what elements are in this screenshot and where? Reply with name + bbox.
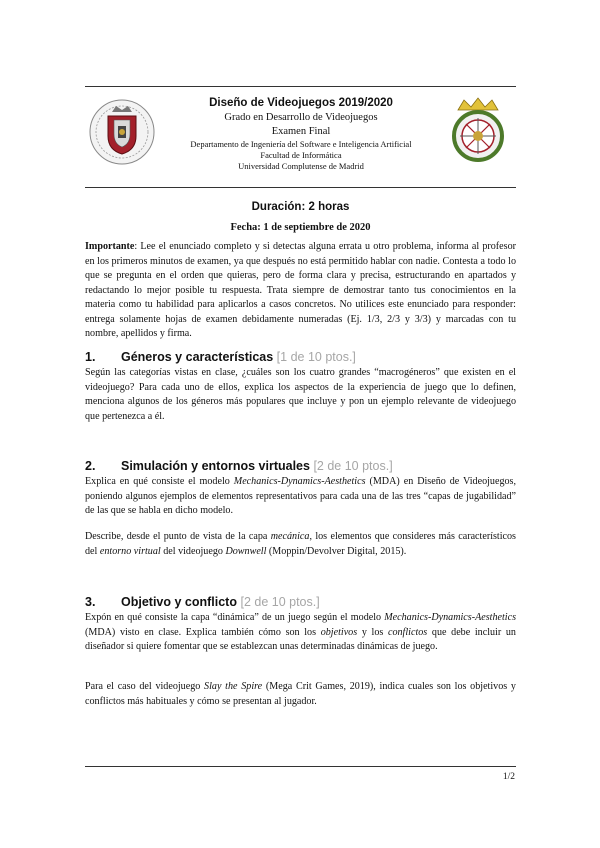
faculty-name: Facultad de Informática — [260, 150, 342, 160]
section-1-points: [1 de 10 ptos.] — [276, 350, 356, 364]
section-2-points: [2 de 10 ptos.] — [313, 459, 393, 473]
section-3-p2-emphasis: Slay the Spire — [204, 681, 263, 692]
section-1-paragraph: Según las categorías vistas en clase, ¿cuáles son los cuatro grandes “macrogéneros” que existen en el videojuego? Para cada uno de ellos, explica los aspectos de la experiencia de juego que lo definen, menciona algunos de los géneros más populares que incluye y pon un ejemplo relevante de videojuego que pertenezca a él. — [85, 367, 516, 422]
section-2-p1-emphasis: Mechanics-Dynamics-Aesthetics — [233, 476, 366, 487]
section-3-p2-text-end: (Mega Crit Games, 2019), indica cuales son los objetivos y conflictos más habituales y cómo se presentan al jugador. — [85, 681, 516, 707]
exam-type: Examen Final — [271, 126, 331, 137]
instructions-paragraph — [85, 240, 516, 342]
department-name: Departamento de Ingeniería del Software e Inteligencia Artificial — [190, 139, 412, 149]
section-2-p2-text-2: , los elementos que consideres más característicos del — [85, 531, 516, 557]
section-2-title: Simulación y entornos virtuales — [121, 459, 310, 473]
section-3-p1-text-3: y los — [357, 626, 388, 638]
section-3-p1-text-end: que debe incluir un diseñador si quiere fomentar que se establezcan unas determinadas dinámicas de juego. — [85, 626, 516, 652]
section-2-p2-text-end: (Moppin/Devolver Digital, 2015). — [266, 545, 407, 557]
exam-header — [160, 96, 442, 172]
section-2-number: 2. — [85, 459, 96, 473]
section-2-p2-text-3: del videojuego — [160, 545, 226, 557]
exam-duration: Duración: 2 horas — [251, 201, 350, 213]
section-2-p2-text: Describe, desde el punto de vista de la capa — [85, 531, 271, 542]
section-3-points: [2 de 10 ptos.] — [240, 595, 320, 609]
section-2-paragraph-2 — [85, 530, 516, 559]
section-3-p1-emphasis-1: Mechanics-Dynamics-Aesthetics — [384, 612, 516, 623]
instructions-text: : Lee el enunciado completo y si detectas alguna errata u otro problema, informa al profesor en los primeros minutos de examen, ya que después no está permitido hablar con nadie. Contesta a todo lo que se pregunta en el orden que quieras, pero de forma clara y precisa, estructurando en apartados y redactando lo mejor posible tu respuesta. Trata siempre de demostrar tanto tus conocimientos en la materia como tu habilidad para aplicarlos a casos concretos. No utilices este enunciado para responder: entrega solamente hojas de examen debidamente numeradas (Ej. 1/3, 2/3 y 3/3) y marcadas con tu nombre, apellidos y firma. — [85, 241, 516, 339]
header-rule — [85, 187, 516, 188]
faculty-emblem-logo — [444, 96, 512, 164]
section-3-p1-emphasis-3: conflictos — [387, 626, 428, 638]
section-2-p2-emphasis-2: entorno virtual — [99, 545, 161, 557]
exam-date: Fecha: 1 de septiembre de 2020 — [230, 222, 371, 233]
section-1-heading — [85, 350, 356, 364]
section-3-p2-text: Para el caso del videojuego — [85, 681, 205, 692]
section-3-number: 3. — [85, 595, 96, 609]
section-2-paragraph-1 — [85, 475, 516, 519]
section-3-paragraph-2 — [85, 680, 516, 709]
page-number: 1/2 — [502, 772, 515, 782]
university-name: Universidad Complutense de Madrid — [238, 161, 364, 171]
section-3-p1-text: Expón en qué consiste la capa “dinámica” de un juego según el modelo — [85, 612, 385, 623]
section-3-p1-text-2: (MDA) visto en clase. Explica también cómo son los — [85, 626, 321, 638]
section-1-title: Géneros y características — [121, 350, 274, 364]
instructions-label: Importante — [85, 241, 135, 252]
university-crest-logo — [88, 96, 156, 168]
course-title: Diseño de Videojuegos 2019/2020 — [209, 97, 393, 109]
section-2-heading — [85, 459, 393, 473]
section-2-p2-emphasis-1: mecánica — [270, 531, 310, 542]
section-2-p1-text-end: (MDA) en Diseño de Videojuegos, poniendo algunos ejemplos de elementos representativos para cada una de las tres “capas de jugabilidad” de las que se habla en dicho modelo. — [85, 476, 516, 516]
section-3-heading — [85, 595, 320, 609]
section-2-p1-text: Explica en qué consiste el modelo — [85, 476, 234, 487]
section-2-p2-emphasis-3: Downwell — [225, 545, 267, 557]
section-3-paragraph-1 — [85, 611, 516, 655]
degree-name: Grado en Desarrollo de Videojuegos — [224, 112, 378, 123]
section-3-title: Objetivo y conflicto — [121, 595, 237, 609]
top-rule — [85, 86, 516, 87]
footer-rule — [85, 766, 516, 767]
section-3-p1-emphasis-2: objetivos — [320, 626, 358, 638]
section-1-number: 1. — [85, 350, 96, 364]
